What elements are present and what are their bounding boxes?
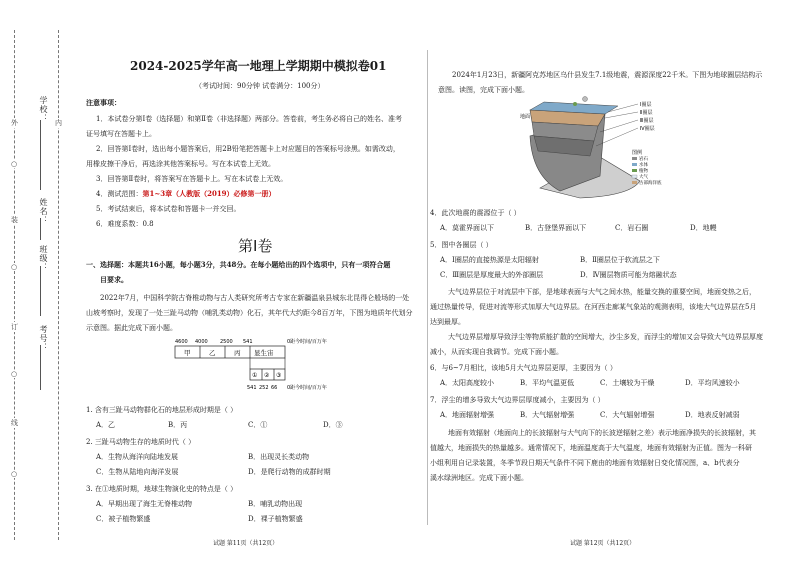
option: B．平均气温更低 (520, 379, 575, 387)
page-footer: 试题 第11页（共12页） (213, 540, 279, 547)
question-7: 7．浮尘的增多导致大气边界层厚度减小，主要因为（ ） (430, 396, 605, 404)
binding-line-outer (14, 30, 15, 540)
binding-char: 外 (11, 119, 18, 127)
section-title: 第Ⅰ卷 (238, 237, 273, 255)
layer-label: Ⅳ圈层 (640, 126, 655, 132)
school-blank (40, 120, 41, 190)
tick-label: 4600 (175, 339, 188, 345)
legend-swatch (632, 169, 637, 172)
name-blank (40, 218, 41, 240)
mc-heading: 一、选择题：本题共16小题，每小题3分，共48分。在每小题给出的四个选项中，只有一项符合题 (86, 260, 391, 269)
option: A．莫霍界面以下 (440, 224, 495, 232)
option: C．岩石圈 (615, 224, 649, 232)
class-blank (40, 266, 41, 316)
left-page (78, 0, 423, 566)
exam-title: 2024-2025学年高一地理上学期期中模拟卷01 (130, 59, 387, 73)
passage-line: 示意图。据此完成下面小题。 (86, 324, 177, 332)
leader-line (605, 112, 638, 118)
cloud-icon (583, 97, 588, 102)
tree-icon (573, 102, 577, 106)
option: C．大气辐射增强 (600, 411, 655, 419)
notice-line: 证号填写在答题卡上。 (86, 130, 156, 138)
legend-item: 水体 (639, 163, 648, 168)
passage2-line: 大气边界层位于对流层中下部，是地球表面与大气之间水热，能量交换的重要空间，地面变热之后， (448, 288, 756, 296)
option: B．出现灵长类动物 (248, 453, 310, 461)
exam-no-blank (40, 345, 41, 390)
notice-heading: 注意事项： (86, 98, 121, 107)
question-5: 5．图中各圈层（ ） (430, 241, 493, 249)
binding-char: 订 (11, 323, 18, 331)
question-2: 2. 三趾马动物生存的地质时代（ ） (86, 438, 196, 446)
legend-swatch (632, 157, 637, 160)
legend-title: 图例 (632, 150, 643, 156)
option: B．Ⅱ圈层位于软流层之下 (580, 256, 660, 264)
binding-char: ○ (11, 160, 18, 168)
question-3: 3. 在①地质时期，地球生物演化史的特点是（ ） (86, 485, 238, 493)
passage3-line: 地面有效辐射（地面向上的长波辐射与大气向下的长波逆辐射之差）表示地面净损失的长波辐射，其 (448, 429, 756, 437)
exam-no-label: 考号： (39, 325, 48, 352)
binding-char: ○ (11, 263, 18, 271)
page-footer: 试题 第12页（共12页） (570, 540, 636, 547)
layer-label: Ⅰ圈层 (640, 102, 652, 108)
notice-line: 1．本试卷分第Ⅰ卷（选择题）和第Ⅱ卷（非选择题）两部分。答卷前，考生务必将自己的姓名、准考 (96, 115, 402, 123)
option: D．地表反射减弱 (685, 411, 740, 419)
notice-line-scope (96, 189, 276, 199)
passage3-line: 溪水绿洲地区。完成下面小题。 (430, 474, 528, 482)
question-6: 6．与6~7月相比，该地5月大气边界层更厚，主要因为（ ） (430, 364, 617, 372)
legend-swatch (632, 181, 637, 184)
intro-line: 意图。读图，完成下面小题。 (438, 86, 529, 94)
option: A．地面辐射增强 (440, 411, 495, 419)
legend-item: 古部海洋底 (639, 181, 662, 186)
option: D．Ⅳ圈层物质可能为熔融状态 (580, 271, 677, 279)
option: A．早期出现了海生无脊椎动物 (96, 500, 193, 508)
binding-char: 装 (11, 216, 18, 224)
tick-label: 541 (247, 385, 257, 391)
notice-line: 3．回答第Ⅱ卷时，将答案写在答题卡上。写在本试卷上无效。 (96, 175, 288, 183)
leader-line (600, 120, 638, 132)
period-label: ③ (276, 372, 282, 379)
page-divider (427, 50, 428, 525)
scope-range: 第1~3章（人教版（2019）必修第一册） (142, 189, 276, 198)
passage2-line: 达到最厚。 (430, 318, 465, 326)
binding-char: ○ (11, 470, 18, 478)
option: D．裸子植物繁盛 (248, 515, 303, 523)
legend-item: 大气 (639, 175, 648, 180)
option: C．被子植物繁盛 (96, 515, 151, 523)
option: A．生物从海洋向陆地发展 (96, 453, 179, 461)
passage2-line: 减小，从而实现自我调节。完成下面小题。 (430, 348, 563, 356)
option: C．生物从陆地向海洋发展 (96, 468, 179, 476)
class-label: 班级： (39, 245, 48, 272)
legend-item: 岩石 (639, 157, 648, 162)
era-label: 甲 (184, 349, 191, 357)
option: B．大气辐射增强 (520, 411, 575, 419)
option: A．Ⅰ圈层的直接热源是太阳辐射 (440, 256, 539, 264)
earth-sphere-figure (520, 96, 720, 200)
option: C．Ⅲ圈层是厚度最大的外部圈层 (440, 271, 544, 279)
option: D．平均风速较小 (685, 379, 740, 387)
period-label: ② (264, 372, 270, 379)
notice-line: 2．回答第Ⅰ卷时，选出每小题答案后，用2B铅笔把答题卡上对应题目的答案标号涂黑。如需改动， (96, 145, 400, 153)
tick-label: 541 (243, 339, 253, 345)
tick-label: 66 (271, 385, 278, 391)
option: B．哺乳动物出现 (248, 500, 303, 508)
passage-line: 2022年7月，中国科学院古脊椎动物与古人类研究所考古专家在新疆温泉县城东北昆得仑般场的一处 (100, 294, 410, 302)
option: D．③ (323, 421, 343, 429)
tick-label: 252 (259, 385, 269, 391)
binding-char: 线 (11, 419, 18, 427)
option: D．地幔 (690, 224, 717, 232)
legend-swatch (632, 175, 637, 178)
legend-item: 植物 (639, 169, 648, 174)
scope-prefix: 4．测试范围： (96, 190, 143, 198)
question-4: 4．此次地震的震源位于（ ） (430, 209, 521, 217)
option: C．① (248, 421, 268, 429)
surface-label: 地面 (520, 114, 531, 120)
legend-swatch (632, 163, 637, 166)
option: C．土壤较为干燥 (600, 379, 655, 387)
tick-label: 2500 (220, 339, 233, 345)
option: A．乙 (96, 421, 116, 429)
period-label: ① (252, 372, 258, 379)
layer-label: Ⅱ圈层 (640, 110, 653, 116)
intro-line: 2024年1月23日，新疆阿克苏地区乌什县发生7.1级地震，震源深度22千米。下图为地球圈层结构示 (452, 71, 763, 79)
geologic-time-diagram (170, 334, 370, 398)
era-label: 乙 (209, 349, 216, 357)
axis-unit: 0距今时间/百万年 (287, 339, 327, 345)
name-label: 姓名： (39, 198, 48, 225)
mc-heading-cont: 目要求。 (100, 275, 128, 284)
era-label: 丙 (234, 349, 241, 357)
question-1: 1. 含有三趾马动物群化石的地层形成时期是（ ） (86, 406, 238, 414)
passage2-line: 大气边界层增厚导致浮尘等物质能扩散的空间增大，沙尘多发，而浮尘的增加又会导致大气边界层厚度 (448, 333, 763, 341)
passage-line: 山坡考察时，发现了一处三趾马动物（哺乳类动物）化石，其年代大约距今8百万年，下图为地质年代划分 (86, 309, 413, 317)
binding-char: 内 (55, 119, 62, 127)
binding-margin (0, 0, 62, 566)
notice-line: 用橡皮擦干净后，再选涂其他答案标号。写在本试卷上无效。 (86, 160, 275, 168)
binding-char: ○ (11, 370, 18, 378)
option: B．丙 (168, 421, 188, 429)
passage3-line: 小组利用自记录装置，冬季节段日期天气条件不同下鹿由的地面有效辐射日变化情况图，a、b代表分 (430, 459, 740, 467)
notice-line: 5．考试结束后，将本试卷和答题卡一并交回。 (96, 205, 241, 213)
option: A．太阳高度较小 (440, 379, 495, 387)
passage2-line: 通过热量传导，促进对流等形式加厚大气边界层。在河西走廊某气象站的观测表明，该地大气边界层在5月 (430, 303, 757, 311)
notice-line: 6．难度系数：0.8 (96, 220, 154, 228)
axis-unit: 0距今时间/百万年 (287, 385, 327, 391)
passage3-line: 值越大，地面损失的热量越多。通常情况下，地面温度高于大气温度，地面有效辐射为正值。图为一科研 (430, 444, 752, 452)
exam-meta: （考试时间：90分钟 试卷满分：100分） (195, 82, 325, 90)
option: D．是爬行动物的成群时期 (248, 468, 331, 476)
binding-line-inner (58, 30, 59, 540)
school-label: 学校： (39, 96, 48, 123)
right-page (430, 0, 780, 566)
layer-label: Ⅲ圈层 (640, 118, 654, 124)
option: B．古登堡界面以下 (525, 224, 587, 232)
tick-label: 4000 (195, 339, 208, 345)
era-label: 显生宙 (254, 349, 274, 357)
